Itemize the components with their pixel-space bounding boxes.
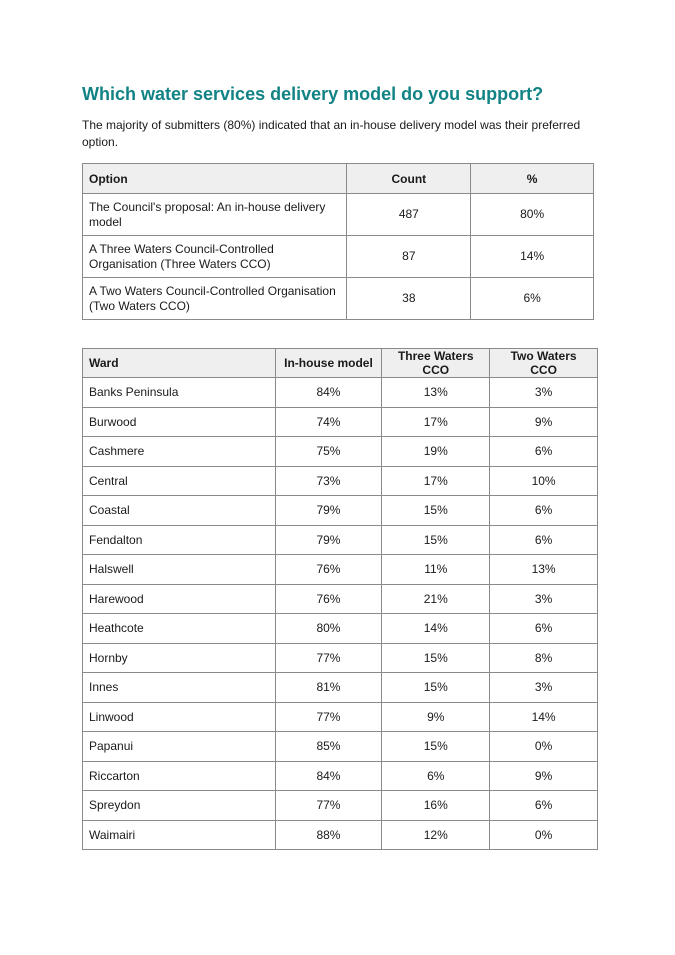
two-waters-cell: 6% [490,437,598,467]
ward-cell: Burwood [83,407,276,437]
two-waters-cell: 0% [490,820,598,850]
two-waters-cell: 6% [490,496,598,526]
ward-cell: Heathcote [83,614,276,644]
three-waters-cell: 13% [382,378,490,408]
table-row [83,791,598,821]
count-cell: 38 [347,278,471,320]
table-row [83,496,598,526]
ward-cell: Innes [83,673,276,703]
table-row [83,378,598,408]
two-waters-cell: 6% [490,791,598,821]
in-house-cell: 77% [275,643,382,673]
table-row [83,732,598,762]
in-house-cell: 74% [275,407,382,437]
ward-cell: Riccarton [83,761,276,791]
three-waters-cell: 12% [382,820,490,850]
table-row [83,614,598,644]
two-waters-cell: 13% [490,555,598,585]
three-waters-cell: 19% [382,437,490,467]
ward-cell: Central [83,466,276,496]
table-row [83,820,598,850]
in-house-cell: 76% [275,584,382,614]
page-title: Which water services delivery model do you support? [82,84,544,104]
column-header-option: Option [83,164,347,194]
two-waters-cell: 0% [490,732,598,762]
table-row [83,194,594,236]
two-waters-cell: 3% [490,673,598,703]
column-header-count: Count [347,164,471,194]
ward-cell: Harewood [83,584,276,614]
ward-cell: Linwood [83,702,276,732]
column-header-percent: % [471,164,594,194]
ward-cell: Papanui [83,732,276,762]
table-row [83,278,594,320]
table-row [83,643,598,673]
table-row [83,555,598,585]
ward-cell: Waimairi [83,820,276,850]
ward-cell: Hornby [83,643,276,673]
ward-cell: Halswell [83,555,276,585]
count-cell: 487 [347,194,471,236]
ward-table [82,348,598,850]
ward-cell: Fendalton [83,525,276,555]
three-waters-cell: 15% [382,643,490,673]
two-waters-cell: 9% [490,761,598,791]
in-house-cell: 85% [275,732,382,762]
option-cell: A Three Waters Council-Controlled Organisation (Three Waters CCO) [83,236,347,278]
table-row [83,525,598,555]
in-house-cell: 80% [275,614,382,644]
column-header-three-waters: Three Waters CCO [382,349,490,378]
column-header-in-house: In-house model [275,349,382,378]
table-row [83,236,594,278]
options-table-header-row [83,164,594,194]
three-waters-cell: 6% [382,761,490,791]
three-waters-cell: 11% [382,555,490,585]
column-header-two-waters: Two Waters CCO [490,349,598,378]
document-page [82,82,602,850]
percent-cell: 6% [471,278,594,320]
ward-table-header-row [83,349,598,378]
ward-cell: Spreydon [83,791,276,821]
three-waters-cell: 17% [382,466,490,496]
in-house-cell: 84% [275,761,382,791]
option-cell: The Council's proposal: An in-house delivery model [83,194,347,236]
two-waters-cell: 3% [490,378,598,408]
ward-cell: Cashmere [83,437,276,467]
column-header-ward: Ward [83,349,276,378]
ward-table-body [83,378,598,850]
in-house-cell: 73% [275,466,382,496]
table-row [83,702,598,732]
count-cell: 87 [347,236,471,278]
two-waters-cell: 6% [490,614,598,644]
in-house-cell: 79% [275,496,382,526]
two-waters-cell: 3% [490,584,598,614]
options-table [82,163,594,320]
ward-cell: Banks Peninsula [83,378,276,408]
in-house-cell: 88% [275,820,382,850]
in-house-cell: 79% [275,525,382,555]
three-waters-cell: 15% [382,525,490,555]
ward-cell: Coastal [83,496,276,526]
two-waters-cell: 6% [490,525,598,555]
three-waters-cell: 15% [382,673,490,703]
table-row [83,673,598,703]
intro-paragraph: The majority of submitters (80%) indicated that an in-house delivery model was their preferred option. [82,118,581,149]
in-house-cell: 77% [275,702,382,732]
option-cell: A Two Waters Council-Controlled Organisation (Two Waters CCO) [83,278,347,320]
table-row [83,437,598,467]
percent-cell: 14% [471,236,594,278]
in-house-cell: 77% [275,791,382,821]
two-waters-cell: 8% [490,643,598,673]
two-waters-cell: 9% [490,407,598,437]
two-waters-cell: 14% [490,702,598,732]
in-house-cell: 84% [275,378,382,408]
three-waters-cell: 15% [382,496,490,526]
in-house-cell: 81% [275,673,382,703]
table-row [83,761,598,791]
two-waters-cell: 10% [490,466,598,496]
three-waters-cell: 16% [382,791,490,821]
table-row [83,466,598,496]
three-waters-cell: 14% [382,614,490,644]
three-waters-cell: 15% [382,732,490,762]
in-house-cell: 75% [275,437,382,467]
three-waters-cell: 9% [382,702,490,732]
in-house-cell: 76% [275,555,382,585]
table-row [83,584,598,614]
percent-cell: 80% [471,194,594,236]
three-waters-cell: 17% [382,407,490,437]
table-row [83,407,598,437]
three-waters-cell: 21% [382,584,490,614]
